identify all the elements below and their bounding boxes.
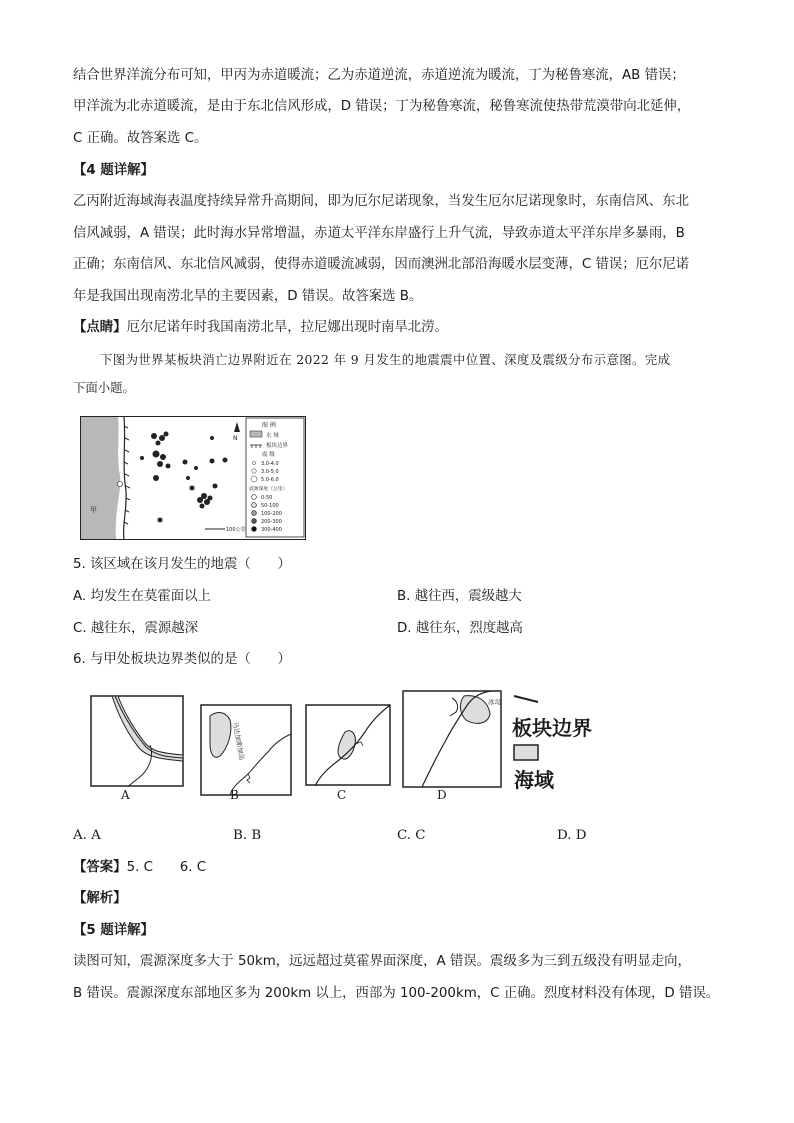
epicenter: [200, 504, 205, 509]
q5-heading: 【5 题详解】: [73, 923, 154, 938]
q6-option-b[interactable]: B. B: [233, 828, 262, 843]
epicenter: [210, 436, 214, 440]
depth-symbol-3: [252, 519, 257, 524]
legend-title: 图 例: [262, 422, 276, 429]
text-line: C 正确。故答案选 C。: [73, 131, 208, 146]
text-line: B 错误。震源深度东部地区多为 200km 以上，西部为 100-200km，C 正确。烈度材料没有体现，D 错误。: [73, 986, 720, 1001]
mag-class: 5.0-6.0: [261, 477, 279, 483]
north-label: N: [233, 435, 238, 442]
legend-magnitude-title: 震 级: [262, 452, 275, 458]
answer-line: [73, 858, 723, 878]
epicenter: [164, 432, 169, 437]
epicenter: [166, 464, 171, 469]
depth-symbol-2: [252, 511, 257, 516]
boundary-line-symbol: [514, 696, 538, 702]
panel-c-map: [305, 704, 391, 786]
depth-class: 50-100: [261, 503, 279, 509]
q5-option-c[interactable]: C. 越往东，震源越深: [73, 621, 198, 636]
panel-a-map: [90, 695, 184, 787]
epicenter: [210, 459, 215, 464]
sea-swatch: [514, 745, 538, 760]
q4-heading: 【4 题详解】: [73, 163, 154, 178]
epicenter: [213, 484, 218, 489]
iceland-label: 冰岛: [488, 698, 501, 706]
text-line: 年是我国出现南涝北旱的主要因素，D 错误。故答案选 B。: [73, 289, 423, 304]
epicenter: [190, 486, 195, 491]
q6-option-a[interactable]: A. A: [73, 828, 101, 843]
panel-b-map: [200, 704, 292, 796]
epicenter: [157, 461, 163, 467]
epicenter: [223, 458, 228, 463]
epicenter: [158, 518, 163, 523]
epicenter: [156, 441, 161, 446]
q5-stem: 5. 该区域在该月发生的地震（ ）: [73, 557, 291, 572]
legend-boundary-text: 板块边界: [512, 716, 592, 740]
q5-option-b[interactable]: B. 越往西，震级越大: [397, 589, 522, 604]
epicenter: [208, 496, 213, 501]
depth-class: 100-200: [261, 511, 282, 517]
panel-d-label: D: [437, 788, 447, 802]
text-line: 甲洋流为北赤道暖流，是由于东北信风形成，D 错误；丁为秘鲁寒流，秘鲁寒流使热带荒漠带向北延伸，: [73, 99, 691, 114]
depth-symbol-1: [252, 503, 257, 508]
region-label-jia: 甲: [90, 506, 97, 514]
earthquake-map: [80, 416, 306, 540]
epicenter: [153, 475, 159, 481]
epicenter: [197, 497, 203, 503]
epicenter: [153, 451, 160, 458]
depth-class: 200-300: [261, 519, 282, 525]
legend-water-swatch: [250, 431, 262, 437]
mag-class: 3.0-5.0: [261, 469, 279, 475]
panel-c-label: C: [337, 788, 347, 802]
epicenter: [118, 482, 123, 487]
legend-sea-text: 海域: [514, 768, 554, 792]
q6-stem: 6. 与甲处板块边界类似的是（ ）: [73, 652, 291, 667]
text-line: 下面小题。: [73, 380, 135, 395]
tip-line: [73, 318, 723, 338]
tip-text: 厄尔尼诺年时我国南涝北旱，拉尼娜出现时南旱北涝。: [126, 320, 448, 335]
text-line: 结合世界洋流分布可知，甲丙为赤道暖流；乙为赤道逆流，赤道逆流为暖流，丁为秘鲁寒流，AB 错误；: [73, 68, 685, 83]
epicenter: [183, 460, 188, 465]
answer-label: 【答案】: [73, 860, 127, 875]
mag-class: 3.0-4.0: [261, 461, 279, 467]
water-area: [81, 417, 120, 539]
text-line: 读图可知，震源深度多大于 50km，远远超过莫霍界面深度，A 错误。震级多为三到五级没有明显走向，: [73, 954, 691, 969]
depth-class: 0-50: [261, 495, 273, 501]
legend-depth-title: 震源深度（公里）: [249, 487, 288, 492]
epicenter: [151, 433, 157, 439]
depth-class: 300-400: [261, 527, 282, 533]
analysis-heading: 【解析】: [73, 891, 127, 906]
legend-boundary-label: 板块边界: [266, 443, 289, 449]
epicenter: [186, 476, 190, 480]
epicenter: [140, 456, 144, 460]
panel-b-label: B: [230, 788, 239, 802]
epicenter: [160, 454, 166, 460]
text-line: 下图为世界某板块消亡边界附近在 2022 年 9 月发生的地震震中位置、深度及震级分布示意图。完成: [100, 352, 671, 367]
madagascar-label: 马达加斯加岛: [231, 720, 246, 761]
q6-option-d[interactable]: D. D: [557, 828, 587, 843]
text-line: 正确；东南信风、东北信风减弱，使得赤道暖流减弱，因而澳洲北部沿海暖水层变薄，C 错误；厄尔尼诺: [73, 257, 690, 272]
panel-d-map: [402, 690, 502, 788]
legend-boundary-symbol: [250, 445, 262, 448]
text-line: 乙丙附近海域海表温度持续异常升高期间，即为厄尔尼诺现象，当发生厄尔尼诺现象时，东南信风、东北: [73, 194, 689, 209]
q6-option-c[interactable]: C. C: [397, 828, 426, 843]
answer-text: 5. C 6. C: [126, 860, 207, 875]
map-legend: [246, 418, 304, 537]
epicenter: [194, 466, 198, 470]
depth-symbol-4: [252, 527, 257, 532]
q5-option-d[interactable]: D. 越往东，烈度越高: [397, 621, 523, 636]
text-line: 信风减弱，A 错误；此时海水异常增温，赤道太平洋东岸盛行上升气流，导致赤道太平洋东岸多暴雨，B: [73, 226, 685, 241]
epicenter: [159, 435, 165, 441]
panel-a-label: A: [121, 788, 130, 802]
scale-label: 100公里: [226, 527, 246, 533]
tip-label: 【点睛】: [73, 320, 127, 335]
legend-water-label: 水 域: [266, 433, 279, 439]
q5-option-a[interactable]: A. 均发生在莫霍面以上: [73, 589, 211, 604]
depth-symbol-0: [252, 495, 257, 500]
